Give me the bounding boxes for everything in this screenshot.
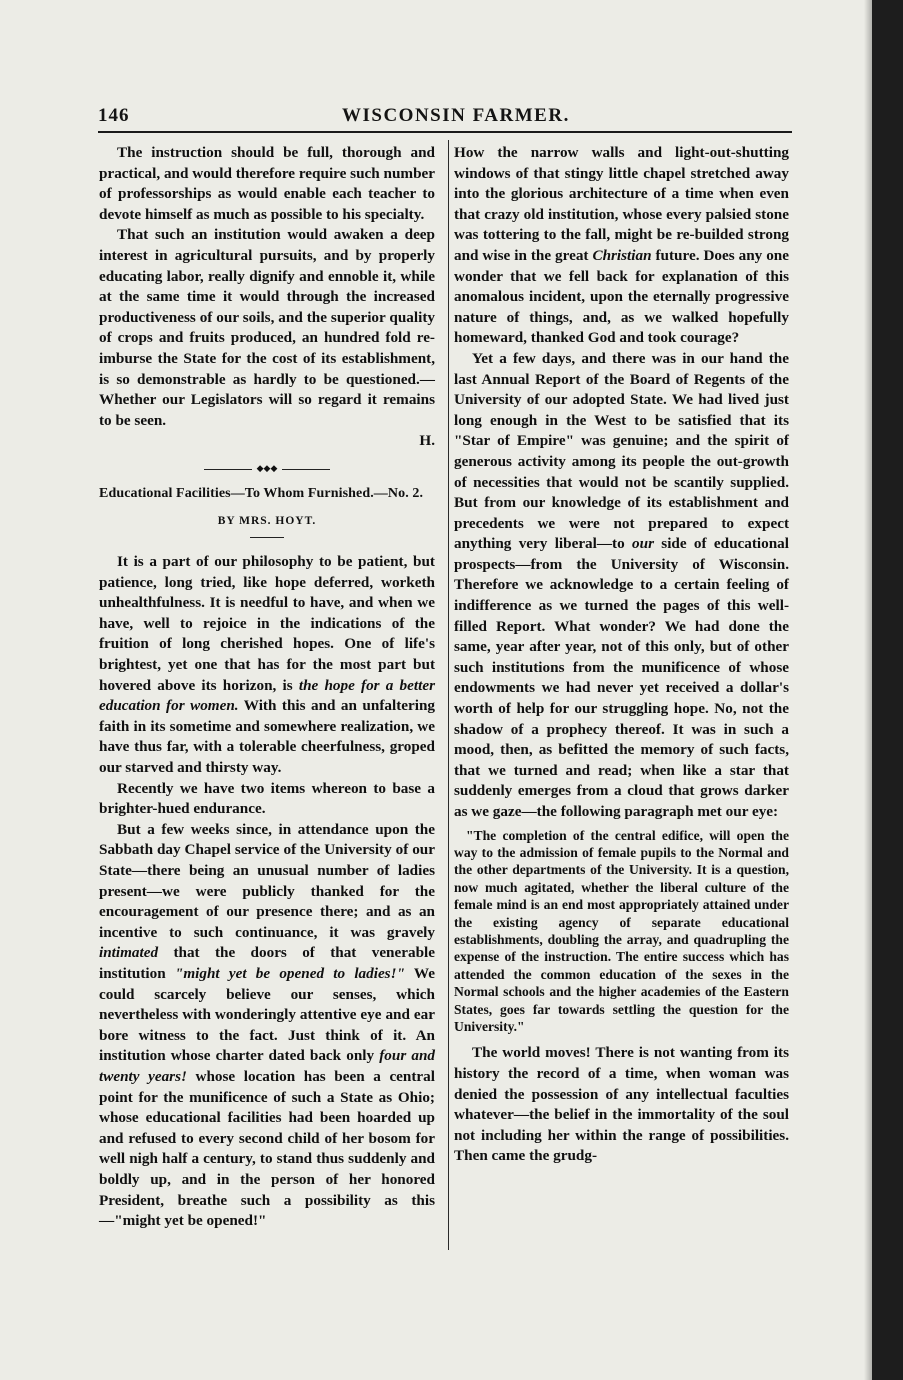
left-column: [99, 143, 435, 1232]
signature: H.: [419, 432, 435, 450]
running-header: [98, 101, 792, 129]
paragraph: But a few weeks since, in attendance upon the Sabbath day Chapel service of the University of our State—there being an unusual number of ladies present—we were publicly thanked for the encouragement of our presence there; and as an incentive to such continuance, it was gravely intimated that the doors of that venerable institution "might yet be opened to ladies!" We could scarcely believe our senses, which nevertheless with wonderingly attentive eye and ear bore witness to the fact. Just think of it. An institution whose charter dated back only four and twenty years! whose location has been a central point for the munificence of such a State as Ohio; whose educational facilities had been hoarded up and refused to every second child of her bosom for well nigh half a century, to stand thus suddenly and boldly up, and in the person of her honored President, breathe such a possibility as this—"might yet be opened!": [99, 820, 435, 1230]
emphasis: the hope for a better education for women.: [99, 676, 435, 715]
paragraph: The world moves! There is not wanting from its history the record of a time, when woman was denied the possession of any intellectual faculties whatever—the belief in the immortality of the soul not including her within the range of possibilities. Then came the grudg-: [454, 1044, 789, 1165]
paragraph: Recently we have two items whereon to base a brighter-hued endurance.: [99, 779, 435, 818]
emphasis: Christian: [592, 246, 652, 264]
paragraph: It is a part of our philosophy to be patient, but patience, long tried, like hope deferred, worketh unhealthfulness. It is needful to have, and when we have, well to rejoice in the indications of the fruition of long cherished hopes. One of life's brightest, yet one that has for the most part but hovered above its horizon, is the hope for a better education for women. With this and an unfaltering faith in its sometime and somewhere realization, we have thus far, with a tolerable cheerfulness, groped our starved and thirsty way.: [99, 553, 435, 777]
right-column: [454, 143, 789, 1167]
byline: BY MRS. HOYT.: [217, 514, 317, 527]
quote-text: "The completion of the central edifice, will open the way to the admission of female pupils to the Normal and the other departments of the University. It is a question, now much agitated, whether the liberal culture of the female mind is an end most appropriately attained under the existing agency of separate educational establishments, doubling the array, and quadrupling the expense of the instruction. The entire success which has attended the common education of the sexes in the Normal schools and the higher academies of the Eastern States, goes far towards settling the question for the University.": [454, 827, 789, 1035]
emphasis: our: [632, 535, 654, 553]
byline-rule: [250, 537, 284, 538]
column-divider: [448, 140, 449, 1250]
paragraph: That such an institution would awaken a deep interest in agricultural pursuits, and by properly educating labor, really dignify and ennoble it, while at the same time it would through the increased productiveness of our soils, and the superior quality of crops and fruits produced, an hundred fold re-imburse the State for the cost of its establishment, is so demonstrable as hardly to be questioned.—Whether our Legislators will so regard it remains to be seen.: [99, 226, 435, 429]
header-rule: [98, 131, 792, 133]
paragraph: Yet a few days, and there was in our hand the last Annual Report of the Board of Regents of the University of our adopted State. We had lived just long enough in the West to be satisfied that its "Star of Empire" was genuine; and the spirit of generous activity among its people the out-growth of necessities that would not be scantily supplied. But from our knowledge of its establishment and precedents we were not prepared to expect anything very liberal—to our side of educational prospects—from the University of Wisconsin. Therefore we acknowledge to a certain feeling of indifference as we turned the pages of this well-filled Report. What wonder? We had done the same, year after year, not of this only, but of other such institutions from the munificence of whose endowments we had never yet received a dollar's worth of help for our struggling hope. No, not the shadow of a prophecy thereof. It was in such a mood, then, as befitted the memory of such facts, that we turned and read; when like a star that suddenly emerges from a cloud that grows darker as we gaze—the following paragraph met our eye:: [454, 349, 789, 820]
block-quote: [454, 827, 789, 1036]
page-number: 146: [98, 105, 130, 126]
section-divider: [204, 464, 330, 474]
emphasis: "might yet be opened to ladies!": [174, 964, 405, 982]
paragraph: The instruction should be full, thorough and practical, and would therefore require such number of professorships as would enable each teacher to devote himself as much as possible to his specialty.: [99, 144, 435, 223]
running-title: WISCONSIN FARMER.: [342, 105, 570, 126]
emphasis: intimated: [99, 944, 159, 962]
article-title: Educational Facilities—To Whom Furnished.—No. 2.: [99, 485, 424, 501]
paragraph: How the narrow walls and light-out-shutting windows of that stingy little chapel stretched away into the glorious architecture of a time when even that crazy old institution, whose every palsied stone was tottering to the fall, might be re-builded strong and wise in the great Christian future. Does any one wonder that we fell back for explanation of this anomalous incident, upon the eternally progressive nature of things, and, as we walked hopefully homeward, thanked God and took courage?: [454, 144, 789, 347]
emphasis: four and twenty years!: [99, 1047, 435, 1085]
ornament-glyph: ◆◆◆: [252, 462, 282, 474]
